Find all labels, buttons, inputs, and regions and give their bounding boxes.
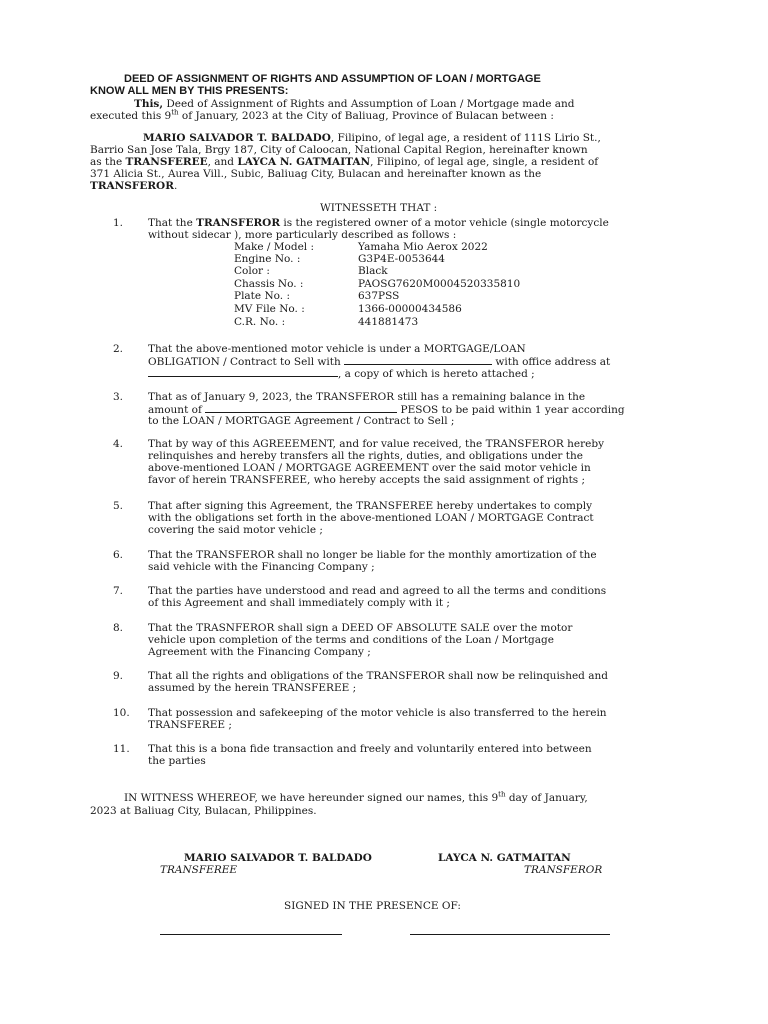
signature-transferor-role: TRANSFEROR	[524, 864, 603, 876]
item-9-line: That all the rights and obligations of the TRANSFEROR shall now be relinquished and	[148, 670, 608, 682]
item-5-number: 5.	[113, 500, 124, 512]
know-all-men-heading: KNOW ALL MEN BY THIS PRESENTS:	[90, 85, 289, 97]
spec-label: Engine No. :	[234, 253, 301, 265]
item-8-number: 8.	[113, 622, 124, 634]
item-8-line: Agreement with the Financing Company ;	[148, 646, 371, 658]
item-8-line: That the TRASNFEROR shall sign a DEED OF ABSOLUTE SALE over the motor	[148, 622, 573, 634]
item-3-line-1: That as of January 9, 2023, the TRANSFEROR still has a remaining balance in the	[148, 391, 586, 403]
spec-label: Color :	[234, 265, 270, 277]
intro-sup: th	[171, 108, 179, 117]
item-11-number: 11.	[113, 743, 130, 755]
item-3-line-2a: amount of	[148, 404, 202, 416]
spec-label: Make / Model :	[234, 241, 315, 253]
spec-value: 1366-00000434586	[358, 303, 462, 315]
item-3-line-3: to the LOAN / MORTGAGE Agreement / Contract to Sell ;	[148, 415, 455, 427]
item-2-line-2b: with office address at	[495, 356, 611, 368]
amount-blank[interactable]	[205, 403, 397, 413]
intro-line-1-text: Deed of Assignment of Rights and Assumption of Loan / Mortgage made and	[163, 98, 575, 110]
witness-line-1	[124, 792, 588, 804]
parties-line-4: 371 Alicia St., Aurea Vill., Subic, Baliuag City, Bulacan and hereinafter known as the	[90, 168, 542, 180]
item-7-number: 7.	[113, 585, 124, 597]
item-11-line: That this is a bona fide transaction and freely and voluntarily entered into between	[148, 743, 592, 755]
parties-line-1-text: , Filipino, of legal age, a resident of 111S Lirio St.,	[330, 132, 601, 144]
witnesseth-heading: WITNESSETH THAT :	[320, 202, 438, 214]
item-10-line: TRANSFEREE ;	[148, 719, 232, 731]
intro-line-2	[90, 110, 554, 122]
item-1-line-1	[148, 217, 609, 229]
item-10-line: That possession and safekeeping of the motor vehicle is also transferred to the herein	[148, 707, 607, 719]
transferee-word: TRANSFEREE	[125, 156, 208, 168]
address-blank[interactable]	[148, 367, 338, 377]
parties-line-5-end: .	[173, 180, 178, 192]
spec-value: Black	[358, 265, 388, 277]
item-4-line: above-mentioned LOAN / MORTGAGE AGREEMENT over the said motor vehicle in	[148, 462, 591, 474]
item-6-line: said vehicle with the Financing Company ;	[148, 561, 375, 573]
witness-line-1b: day of January,	[505, 792, 588, 804]
item-4-line: favor of herein TRANSFEREE, who hereby accepts the said assignment of rights ;	[148, 474, 586, 486]
intro-line-2a: executed this 9	[90, 110, 172, 122]
parties-line-3c: , Filipino, of legal age, single, a resident of	[370, 156, 599, 168]
transferee-name: MARIO SALVADOR T. BALDADO	[143, 132, 331, 144]
signature-transferee-role: TRANSFEREE	[160, 864, 238, 876]
item-2-line-2a: OBLIGATION / Contract to Sell with	[148, 356, 341, 368]
item-5-line: with the obligations set forth in the above-mentioned LOAN / MORTGAGE Contract	[148, 512, 594, 524]
item-5-line: covering the said motor vehicle ;	[148, 524, 323, 536]
item-2-line-3-text: , a copy of which is hereto attached ;	[338, 368, 535, 380]
transferor-word: TRANSFEROR	[90, 180, 174, 192]
item-4-line: That by way of this AGREEEMENT, and for value received, the TRANSFEROR hereby	[148, 438, 605, 450]
signature-transferee-name: MARIO SALVADOR T. BALDADO	[184, 852, 372, 864]
transferor-name: LAYCA N. GATMAITAN	[237, 156, 371, 168]
spec-label: C.R. No. :	[234, 316, 286, 328]
item-3-line-2b: PESOS to be paid within 1 year according	[400, 404, 625, 416]
intro-this-word: This,	[134, 98, 164, 110]
item-7-line: That the parties have understood and read and agreed to all the terms and conditions	[148, 585, 607, 597]
item-7-line: of this Agreement and shall immediately comply with it ;	[148, 597, 450, 609]
intro-line-1	[134, 98, 575, 110]
item-1-a: That the	[148, 217, 197, 229]
witness-signature-line-1[interactable]	[160, 934, 342, 935]
item-2-number: 2.	[113, 343, 124, 355]
parties-line-5	[90, 180, 177, 192]
item-1-line-2: without sidecar ), more particularly described as follows :	[148, 229, 457, 241]
witness-line-2: 2023 at Baliuag City, Bulacan, Philippines.	[90, 805, 317, 817]
item-4-number: 4.	[113, 438, 124, 450]
item-1-number: 1.	[113, 217, 124, 229]
item-6-number: 6.	[113, 549, 124, 561]
spec-label: Chassis No. :	[234, 278, 304, 290]
item-3-number: 3.	[113, 391, 124, 403]
spec-value: PAOSG7620M0004520335810	[358, 278, 521, 290]
item-1-bold: TRANSFEROR	[196, 217, 281, 229]
spec-label: Plate No. :	[234, 290, 290, 302]
item-9-line: assumed by the herein TRANSFEREE ;	[148, 682, 357, 694]
intro-line-2b: of January, 2023 at the City of Baliuag, Province of Bulacan between :	[178, 110, 554, 122]
item-2-line-1: That the above-mentioned motor vehicle is under a MORTGAGE/LOAN	[148, 343, 526, 355]
item-9-number: 9.	[113, 670, 124, 682]
witness-signature-line-2[interactable]	[410, 934, 610, 935]
parties-line-3	[90, 156, 598, 168]
lender-blank[interactable]	[344, 355, 492, 365]
witness-sup: th	[498, 790, 506, 799]
signed-in-presence: SIGNED IN THE PRESENCE OF:	[284, 900, 461, 912]
spec-value: Yamaha Mio Aerox 2022	[358, 241, 488, 253]
item-5-line: That after signing this Agreement, the TRANSFEREE hereby undertakes to comply	[148, 500, 593, 512]
item-6-line: That the TRANSFEROR shall no longer be liable for the monthly amortization of the	[148, 549, 597, 561]
item-8-line: vehicle upon completion of the terms and conditions of the Loan / Mortgage	[148, 634, 554, 646]
spec-value: 637PSS	[358, 290, 400, 302]
parties-line-1	[143, 132, 601, 144]
item-10-number: 10.	[113, 707, 130, 719]
item-4-line: relinquishes and hereby transfers all the rights, duties, and obligations under the	[148, 450, 583, 462]
witness-line-1a: IN WITNESS WHEREOF, we have hereunder signed our names, this 9	[124, 792, 499, 804]
parties-line-3a: as the	[90, 156, 126, 168]
spec-value: G3P4E-0053644	[358, 253, 445, 265]
item-2-line-3	[148, 367, 535, 380]
item-11-line: the parties	[148, 755, 206, 767]
signature-transferor-name: LAYCA N. GATMAITAN	[438, 852, 571, 864]
item-1-b: is the registered owner of a motor vehicle (single motorcycle	[280, 217, 609, 229]
parties-line-2: Barrio San Jose Tala, Brgy 187, City of Caloocan, National Capital Region, hereinafter known	[90, 144, 588, 156]
parties-line-3b: , and	[207, 156, 238, 168]
spec-value: 441881473	[358, 316, 419, 328]
document-title: DEED OF ASSIGNMENT OF RIGHTS AND ASSUMPTION OF LOAN / MORTGAGE	[124, 73, 541, 85]
spec-label: MV File No. :	[234, 303, 305, 315]
